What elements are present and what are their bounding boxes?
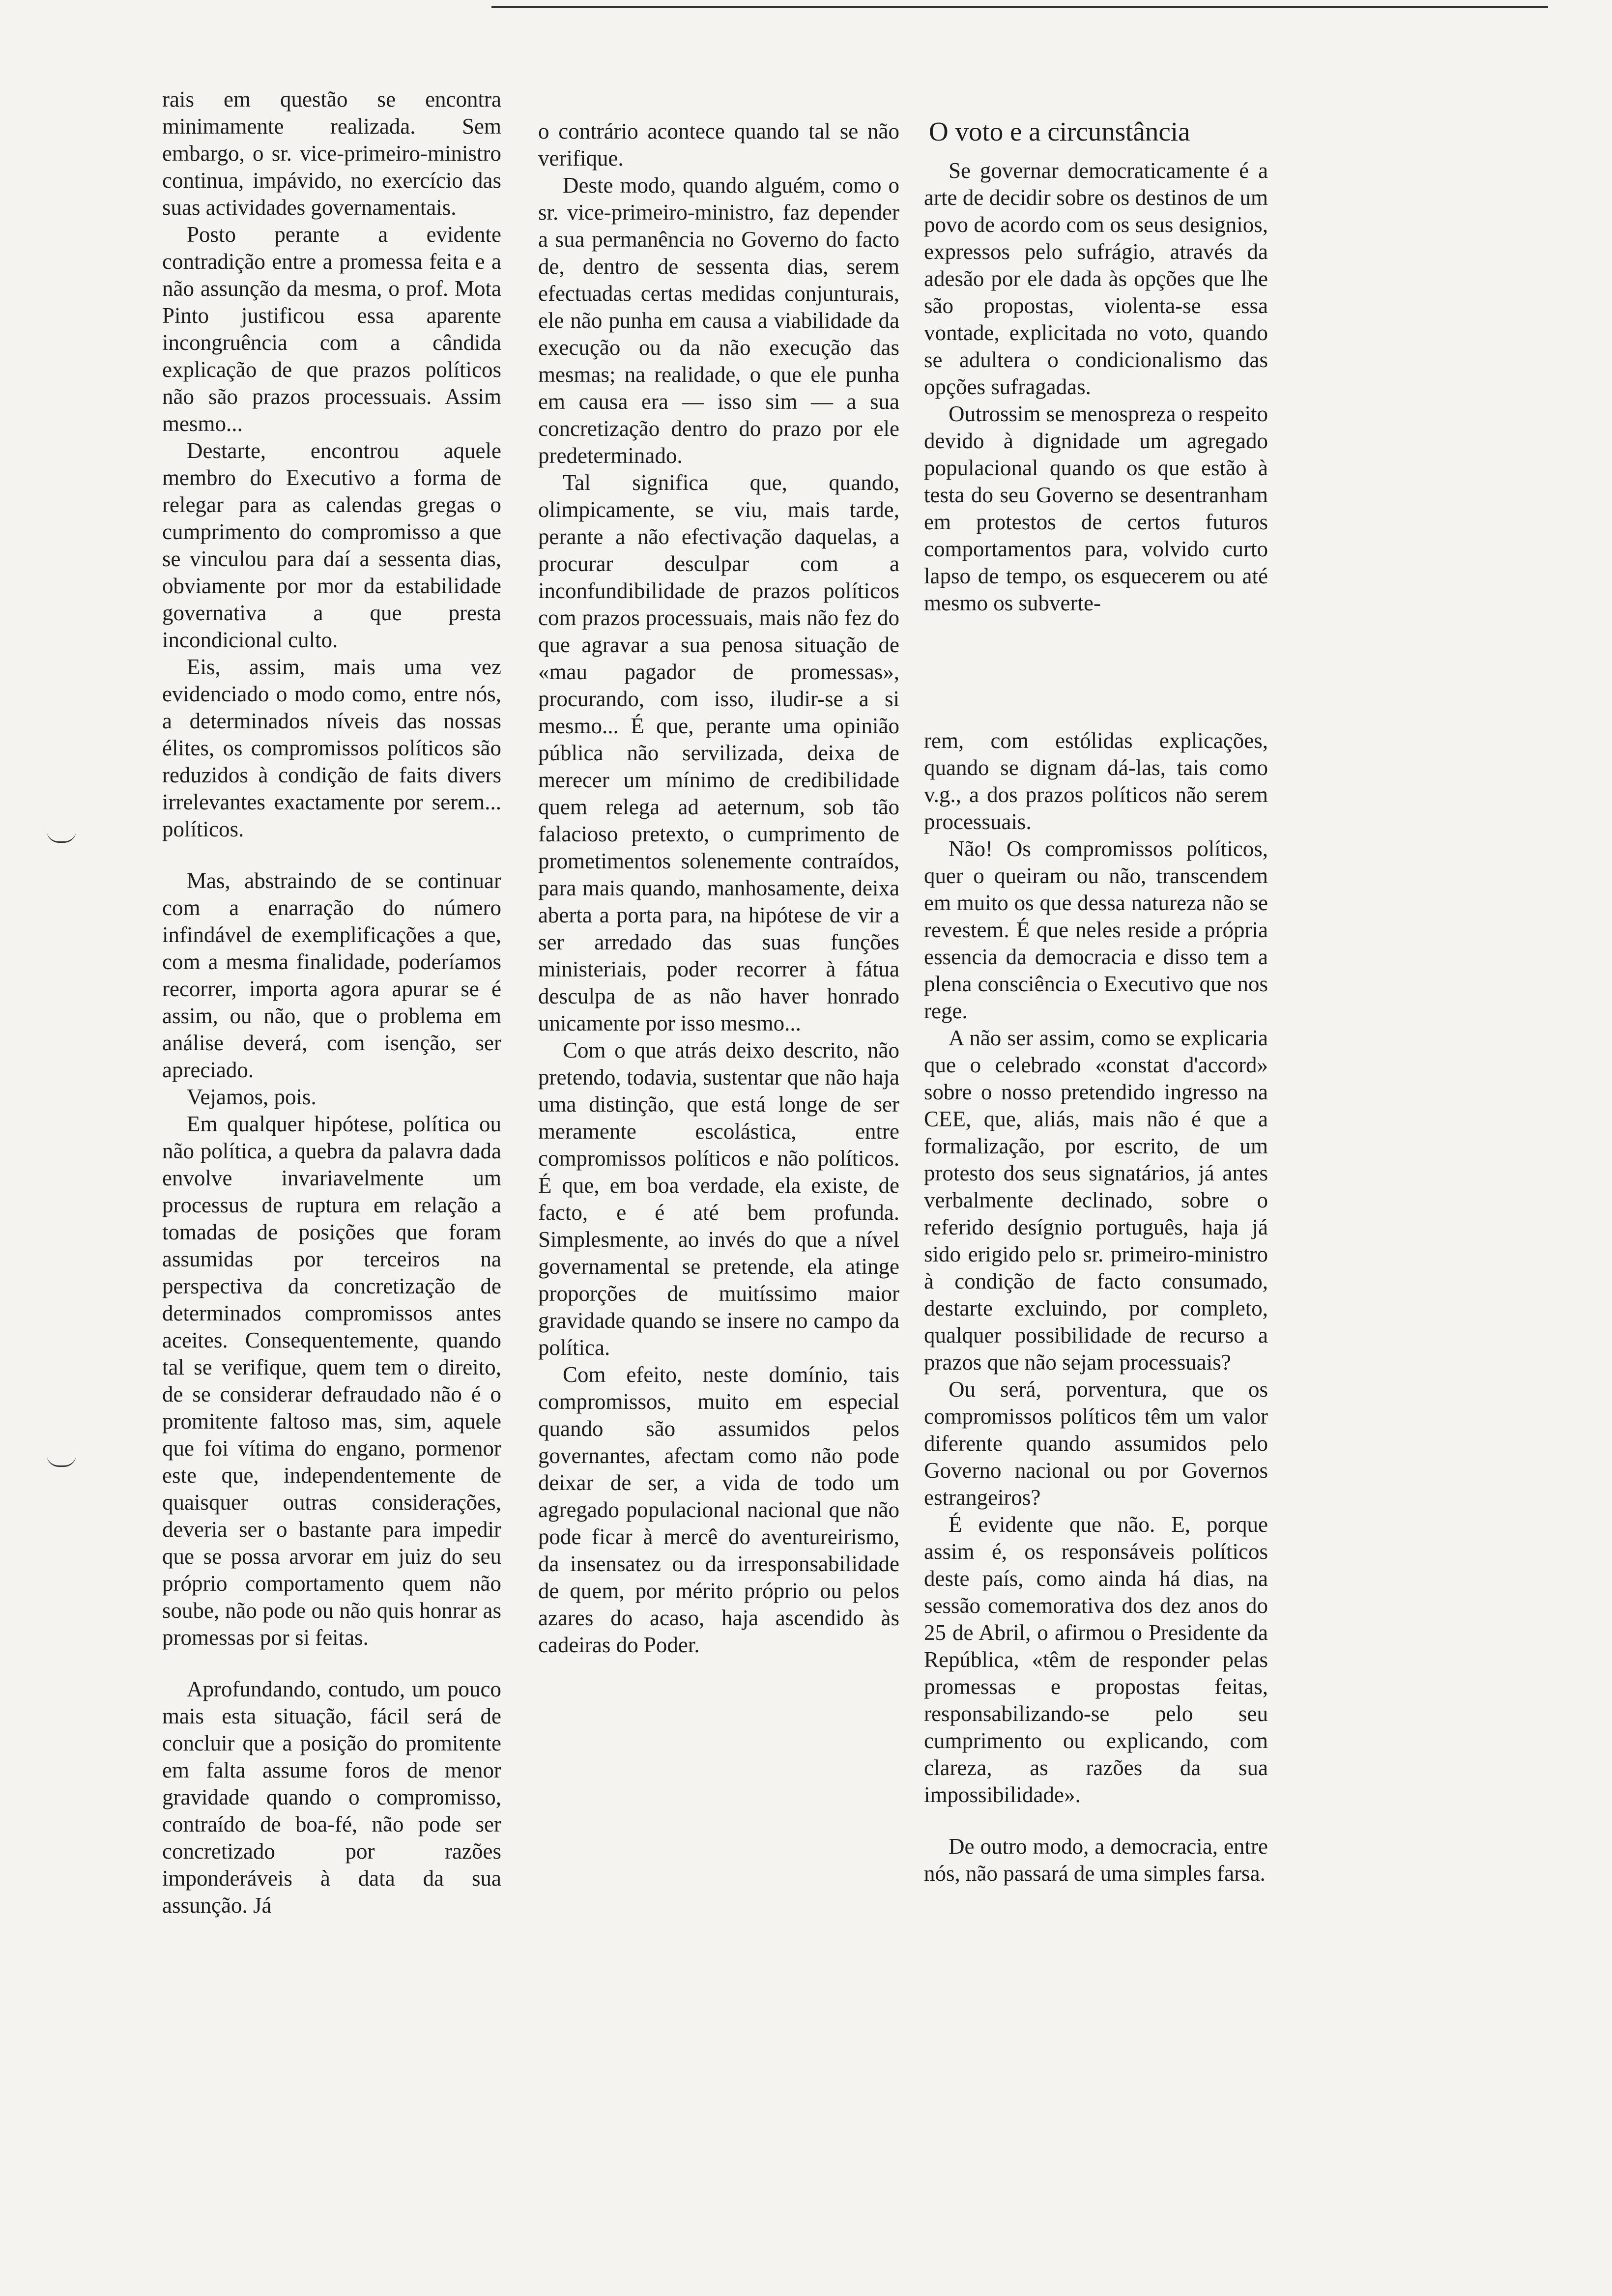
paragraph: Com o que atrás deixo descrito, não pretendo, todavia, sustentar que não haja uma distinção, que está longe de ser meramente escolástica, entre compromissos políticos e não políticos. É que, em boa verdade, ela existe, de facto, e é até bem profunda. Simplesmente, ao invés do que a nível governamental se pretende, ela atinge proporções de muitíssimo maior gravidade quando se insere no campo da política. [538,1038,899,1360]
paragraph: Ou será, porventura, que os compromissos políticos têm um valor diferente quando assumidos pelo Governo nacional ou por Governos estrangeiros? [924,1377,1268,1510]
article-column-3-top [924,157,1268,617]
paragraph: Outrossim se menospreza o respeito devido à dignidade um agregado populacional quando os que estão à testa do seu Governo se desentranham em protestos de certos futuros comportamentos para, volvido curto lapso de tempo, os esquecerem ou até mesmo os subverte- [924,402,1268,615]
paragraph: Eis, assim, mais uma vez evidenciado o modo como, entre nós, a determinados níveis das nossas élites, os compromissos políticos são reduzidos à condição de faits divers irrelevantes exactamente por serem... políticos. [162,655,501,841]
margin-mark [47,831,76,843]
paragraph: Em qualquer hipótese, política ou não política, a quebra da palavra dada envolve invariavelmente um processus de ruptura em relação a tomadas de posições que foram assumidas por terceiros na perspectiva da concretização de determinados compromissos antes aceites. Consequentemente, quando tal se verifique, quem tem o direito, de se considerar defraudado não é o promitente faltoso mas, sim, aquele que foi vítima do engano, pormenor este que, independentemente de quaisquer outras considerações, deveria ser o bastante para impedir que se possa arvorar em juiz do seu próprio comportamento quem não soube, não pode ou não quis honrar as promessas por si feitas. [162,1112,501,1650]
paragraph: Se governar democraticamente é a arte de decidir sobre os destinos de um povo de acordo com os seus designios, expressos pelo sufrágio, através da adesão por ele dada às opções que lhe são propostas, violenta-se essa vontade, explicitada no voto, quando se adultera o condicionalismo das opções sufragadas. [924,158,1268,399]
article-column-2 [538,118,899,1659]
paragraph: Com efeito, neste domínio, tais compromissos, muito em especial quando são assumidos pelos governantes, afectam como não pode deixar de ser, a vida de todo um agregado populacional nacional que não pode ficar à mercê do aventureirismo, da insensatez ou da irresponsabilidade de quem, por mérito próprio ou pelos azares do acaso, haja ascendido às cadeiras do Poder. [538,1362,899,1657]
paragraph: A não ser assim, como se explicaria que o celebrado «constat d'accord» sobre o nosso pretendido ingresso na CEE, que, aliás, mais não é que a formalização, por escrito, de um protesto dos seus signatários, já antes verbalmente declinado, sobre o referido desígnio português, haja já sido erigido pelo sr. primeiro-ministro à condição de facto consumado, destarte excluindo, por completo, qualquer possibilidade de recurso a prazos que não sejam processuais? [924,1026,1268,1375]
article-column-1 [162,86,501,1919]
paragraph: Aprofundando, contudo, um pouco mais esta situação, fácil será de concluir que a posição do promitente em falta assume foros de menor gravidade quando o compromisso, contraído de boa-fé, não pode ser concretizado por razões imponderáveis à data da sua assunção. Já [162,1677,501,1918]
paragraph: Deste modo, quando alguém, como o sr. vice-primeiro-ministro, faz depender a sua permanência no Governo do facto de, dentro de sessenta dias, serem efectuadas certas medidas conjunturais, ele não punha em causa a viabilidade da execução ou da não execução das mesmas; na realidade, o que ele punha em causa era — isso sim — a sua concretização dentro do prazo por ele predeterminado. [538,173,899,468]
paragraph: rem, com estólidas explicações, quando se dignam dá-las, tais como v.g., a dos prazos políticos não serem processuais. [924,728,1268,834]
margin-mark [47,1455,76,1467]
paragraph: De outro modo, a democracia, entre nós, não passará de uma simples farsa. [924,1834,1268,1886]
section-headline: O voto e a circunstância [929,116,1190,146]
paragraph: Mas, abstraindo de se continuar com a enarração do número infindável de exemplificações a que, com a mesma finalidade, poderíamos recorrer, importa agora apurar se é assim, ou não, que o problema em análise deverá, com isenção, ser apreciado. [162,868,501,1082]
paragraph: É evidente que não. E, porque assim é, os responsáveis políticos deste país, como ainda há dias, na sessão comemorativa dos dez anos do 25 de Abril, o afirmou o Presidente da República, «têm de responder pelas promessas e propostas feitas, responsabilizando-se pelo seu cumprimento ou explicando, com clareza, as razões da sua impossibilidade». [924,1512,1268,1807]
paragraph: Tal significa que, quando, olimpicamente, se viu, mais tarde, perante a não efectivação daquelas, a procurar desculpar com a inconfundibilidade de prazos políticos com prazos processuais, mais não fez do que agravar a sua penosa situação de «mau pagador de promessas», procurando, com isso, iludir-se a si mesmo... É que, perante uma opinião pública não servilizada, deixa de merecer um mínimo de credibilidade quem relega ad aeternum, sob tão falacioso pretexto, o cumprimento de prometimentos solenemente contraídos, para mais quando, manhosamente, deixa aberta a porta para, na hipótese de vir a ser arredado das suas funções ministeriais, poder recorrer à fátua desculpa de as não haver honrado unicamente por isso mesmo... [538,470,899,1035]
article-column-3-bottom [924,727,1268,1887]
paragraph: Posto perante a evidente contradição entre a promessa feita e a não assunção da mesma, o prof. Mota Pinto justificou essa aparente incongruência com a cândida explicação de que prazos políticos não são prazos processuais. Assim mesmo... [162,222,501,436]
paragraph: Vejamos, pois. [187,1085,317,1109]
top-rule [491,6,1548,8]
paragraph: Não! Os compromissos políticos, quer o queiram ou não, transcendem em muito os que dessa natureza não se revestem. É que neles reside a própria essencia da democracia e disso tem a plena consciência o Executivo que nos rege. [924,836,1268,1023]
paragraph: Destarte, encontrou aquele membro do Executivo a forma de relegar para as calendas gregas o cumprimento do compromisso a que se vinculou para daí a sessenta dias, obviamente por mor da estabilidade governativa a que presta incondicional culto. [162,438,501,652]
paragraph: rais em questão se encontra minimamente realizada. Sem embargo, o sr. vice-primeiro-ministro continua, impávido, no exercício das suas actividades governamentais. [162,87,501,220]
paragraph: o contrário acontece quando tal se não verifique. [538,119,899,171]
